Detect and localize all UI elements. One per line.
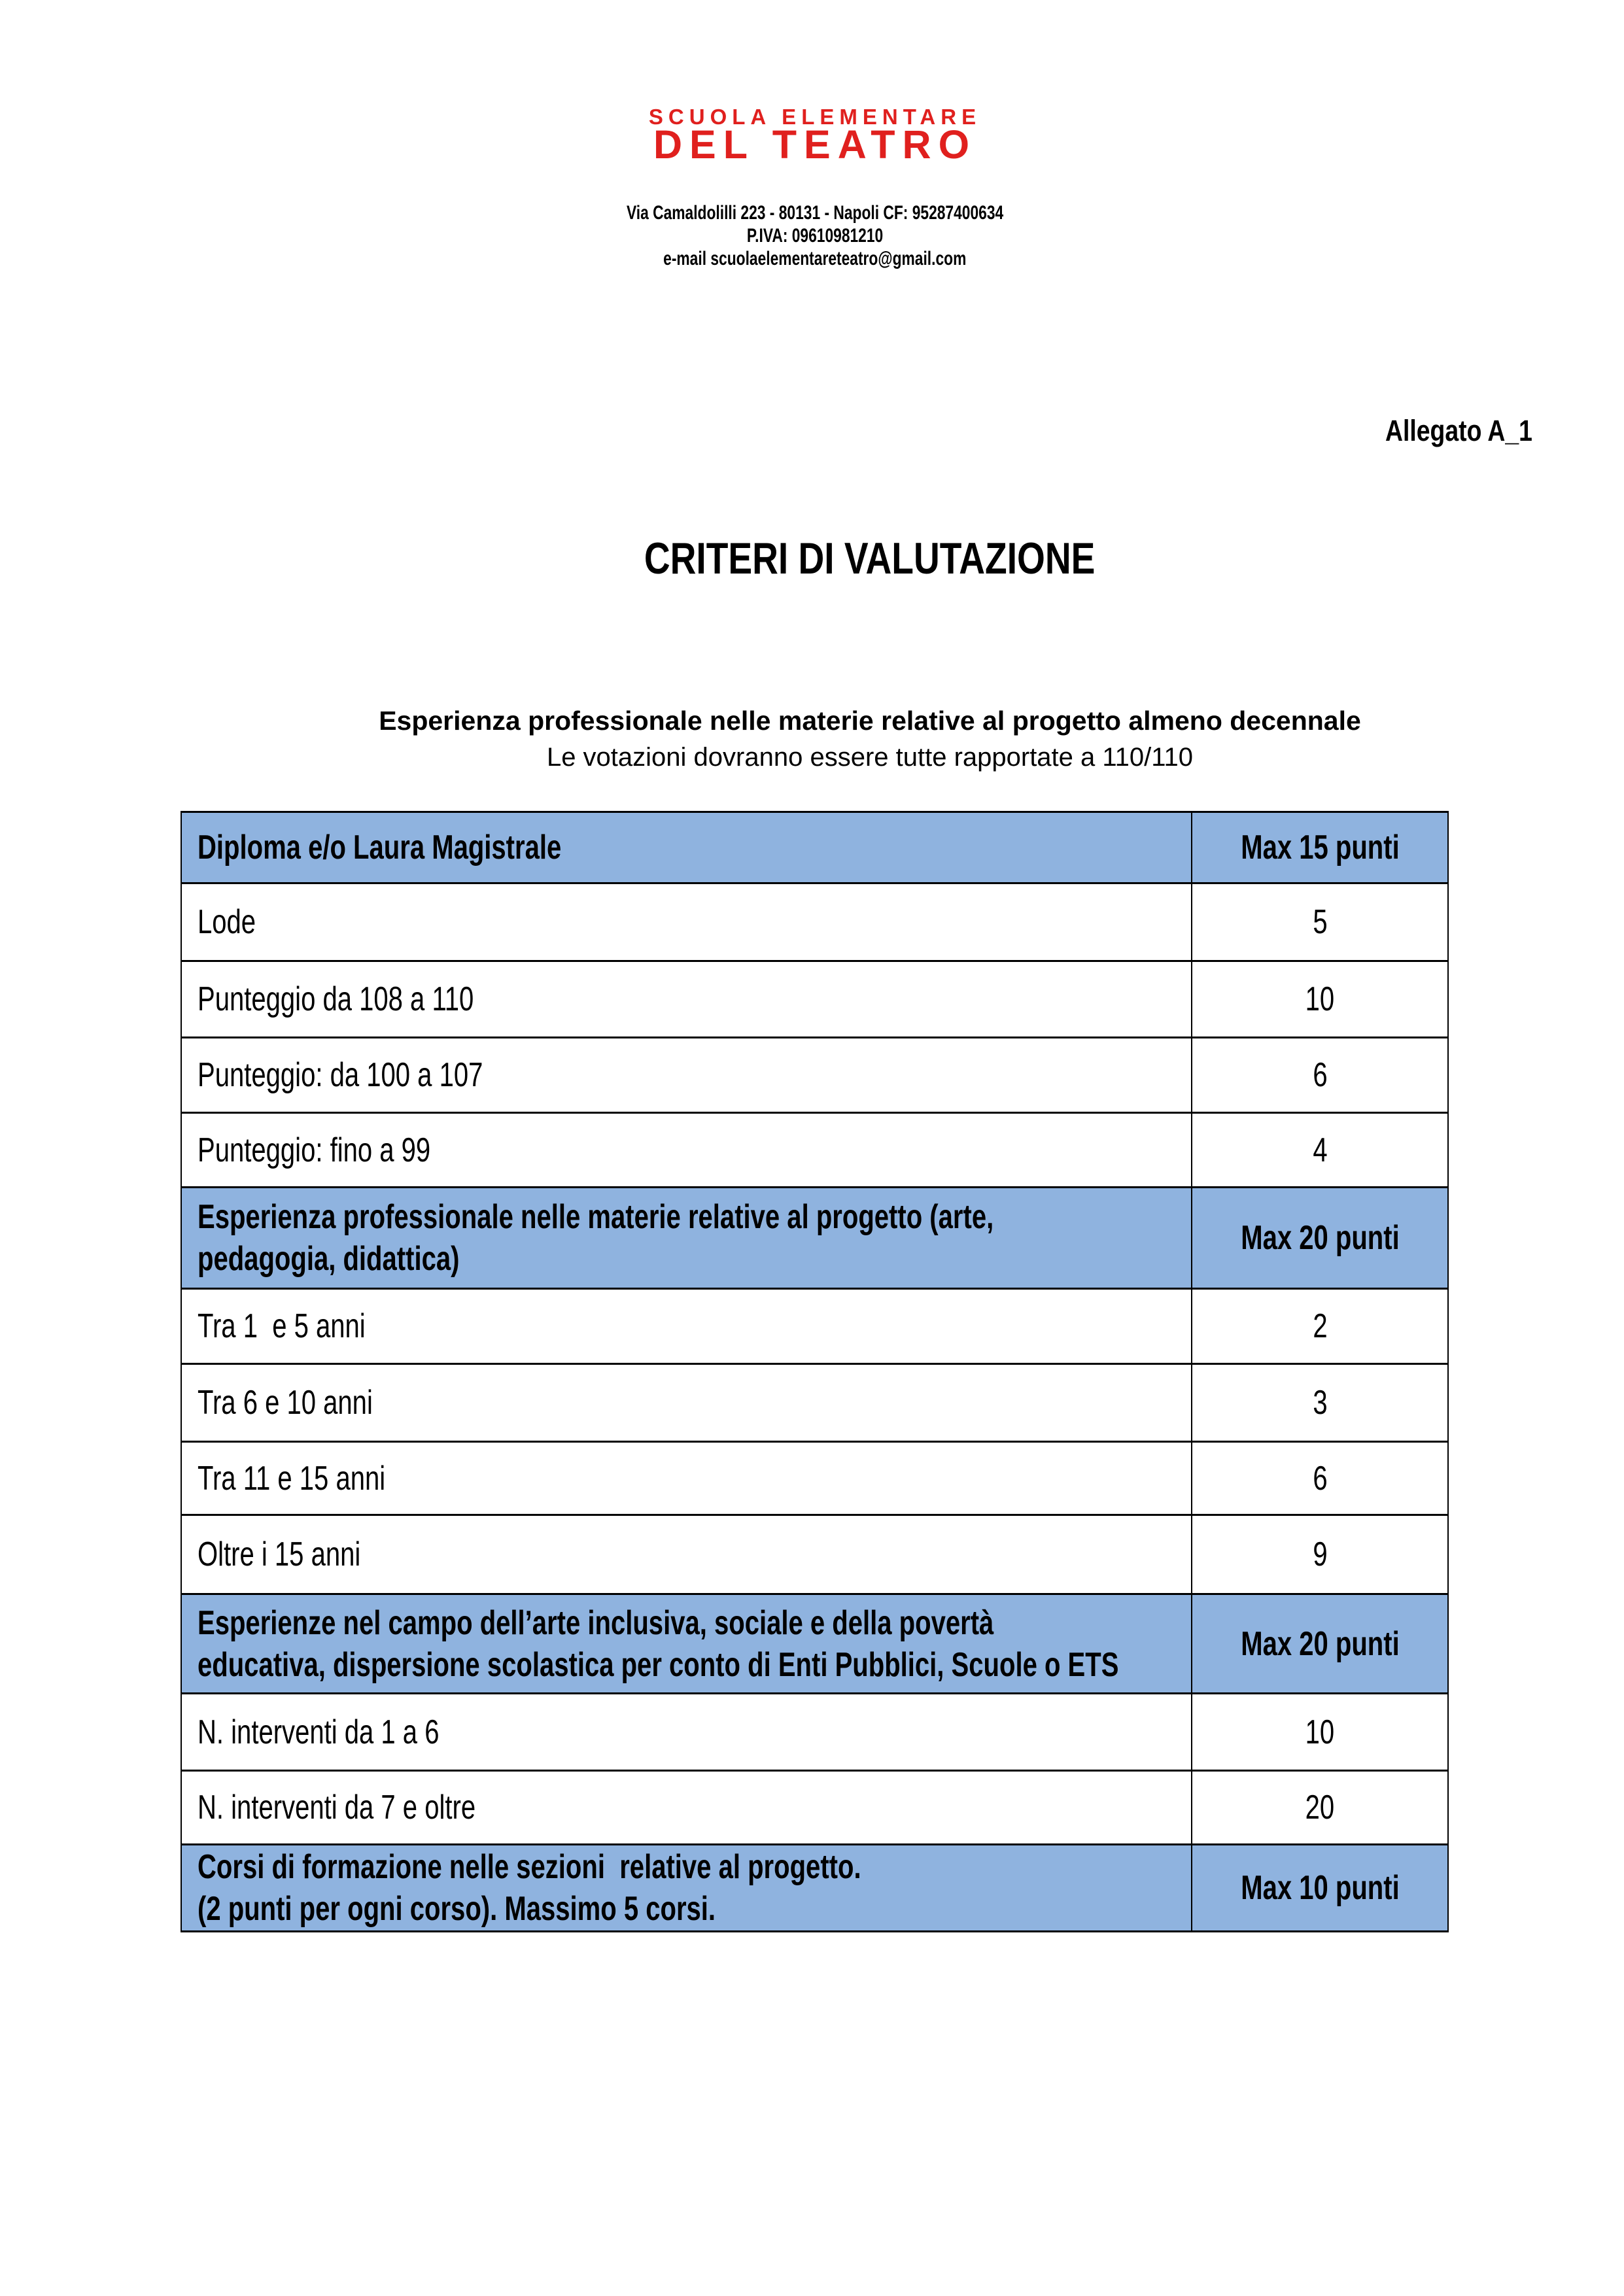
page-title-text: CRITERI DI VALUTAZIONE bbox=[644, 534, 1096, 583]
criterion-text: Punteggio da 108 a 110 bbox=[198, 980, 474, 1018]
points-cell bbox=[1192, 1289, 1448, 1364]
criterion-cell bbox=[181, 1364, 1192, 1442]
criterion-text: educativa, dispersione scolastica per conto di Enti Pubblici, Scuole o ETS bbox=[198, 1645, 1119, 1684]
criterion-line bbox=[198, 1458, 1186, 1499]
points-cell bbox=[1192, 1442, 1448, 1515]
logo-line-2: DEL TEATRO bbox=[653, 122, 977, 167]
school-logo bbox=[0, 105, 1624, 167]
criterion-text: N. interventi da 7 e oltre bbox=[198, 1789, 476, 1826]
criterion-line bbox=[198, 827, 1186, 868]
table-row bbox=[181, 1038, 1448, 1113]
table-row bbox=[181, 1442, 1448, 1515]
criterion-cell bbox=[181, 1289, 1192, 1364]
address-line-text: Via Camaldolilli 223 - 80131 - Napoli CF: 95287400634 bbox=[626, 202, 1004, 224]
criterion-line bbox=[198, 1129, 1186, 1171]
criterion-cell bbox=[181, 1113, 1192, 1188]
criterion-line bbox=[198, 978, 1186, 1020]
points-text: Max 20 punti bbox=[1240, 1219, 1400, 1257]
criterion-cell bbox=[181, 1515, 1192, 1594]
criterion-line bbox=[198, 1238, 1186, 1280]
criterion-text: Tra 6 e 10 anni bbox=[198, 1384, 373, 1422]
criterion-cell bbox=[181, 883, 1192, 961]
points-cell bbox=[1192, 1113, 1448, 1188]
points-text: 5 bbox=[1312, 903, 1328, 941]
table-row bbox=[181, 961, 1448, 1038]
page-title bbox=[0, 536, 1624, 581]
table-row bbox=[181, 1364, 1448, 1442]
points-text: 20 bbox=[1305, 1789, 1335, 1826]
criterion-cell bbox=[181, 1188, 1192, 1289]
criterion-text: Lode bbox=[198, 903, 256, 941]
table-row bbox=[181, 1113, 1448, 1188]
table-row bbox=[181, 1771, 1448, 1845]
criterion-line bbox=[198, 1054, 1186, 1096]
table-section-row bbox=[181, 812, 1448, 883]
table-section-row bbox=[181, 1845, 1448, 1932]
criterion-text: Tra 11 e 15 anni bbox=[198, 1459, 386, 1498]
points-text: 9 bbox=[1312, 1535, 1328, 1573]
address-line-text: e-mail scuolaelementareteatro@gmail.com bbox=[663, 248, 967, 269]
criterion-cell bbox=[181, 1594, 1192, 1694]
criterion-line bbox=[198, 1846, 1186, 1888]
criterion-line bbox=[198, 1534, 1186, 1575]
criterion-line bbox=[198, 1196, 1186, 1238]
criteria-table bbox=[181, 811, 1449, 1932]
criterion-text: pedagogia, didattica) bbox=[198, 1240, 460, 1278]
criterion-text: Corsi di formazione nelle sezioni relative al progetto. bbox=[198, 1848, 861, 1886]
criterion-cell bbox=[181, 961, 1192, 1038]
points-text: Max 15 punti bbox=[1240, 829, 1400, 866]
subtitle-bold: Esperienza professionale nelle materie relative al progetto almeno decennale bbox=[379, 706, 1361, 736]
logo-line-1: SCUOLA ELEMENTARE bbox=[648, 105, 982, 129]
points-cell bbox=[1192, 1038, 1448, 1113]
criterion-line bbox=[198, 1888, 1186, 1930]
table-row bbox=[181, 1289, 1448, 1364]
table-row bbox=[181, 883, 1448, 961]
criterion-cell bbox=[181, 1442, 1192, 1515]
letterhead-address bbox=[0, 201, 1624, 270]
points-text: Max 20 punti bbox=[1240, 1624, 1400, 1663]
criterion-line bbox=[198, 1644, 1186, 1686]
points-cell bbox=[1192, 1515, 1448, 1594]
points-text: 10 bbox=[1305, 1713, 1335, 1751]
criterion-cell bbox=[181, 1694, 1192, 1771]
annex-label bbox=[0, 416, 1532, 445]
points-text: Max 10 punti bbox=[1240, 1869, 1400, 1907]
points-text: 10 bbox=[1305, 980, 1335, 1018]
points-cell bbox=[1192, 961, 1448, 1038]
criterion-cell bbox=[181, 812, 1192, 883]
points-text: 3 bbox=[1312, 1384, 1328, 1422]
points-text: 6 bbox=[1312, 1056, 1328, 1094]
criterion-line bbox=[198, 1787, 1186, 1828]
criterion-text: Diploma e/o Laura Magistrale bbox=[198, 829, 562, 866]
criterion-text: Oltre i 15 anni bbox=[198, 1535, 361, 1573]
criterion-cell bbox=[181, 1038, 1192, 1113]
points-cell bbox=[1192, 1188, 1448, 1289]
criterion-line bbox=[198, 1382, 1186, 1424]
address-line bbox=[0, 224, 1624, 247]
points-cell bbox=[1192, 883, 1448, 961]
criterion-text: N. interventi da 1 a 6 bbox=[198, 1713, 440, 1751]
points-cell bbox=[1192, 1364, 1448, 1442]
criterion-text: Esperienze nel campo dell’arte inclusiva, sociale e della povertà bbox=[198, 1603, 994, 1642]
points-cell bbox=[1192, 1771, 1448, 1845]
criterion-text: (2 punti per ogni corso). Massimo 5 corsi. bbox=[198, 1890, 716, 1928]
points-text: 4 bbox=[1312, 1131, 1328, 1169]
points-text: 6 bbox=[1312, 1459, 1328, 1498]
table-section-row bbox=[181, 1594, 1448, 1694]
criterion-line bbox=[198, 1305, 1186, 1347]
criterion-line bbox=[198, 901, 1186, 943]
criterion-text: Tra 1 e 5 anni bbox=[198, 1307, 366, 1345]
address-line-text: P.IVA: 09610981210 bbox=[746, 225, 884, 247]
criterion-line bbox=[198, 1602, 1186, 1644]
criterion-line bbox=[198, 1711, 1186, 1753]
criterion-text: Punteggio: fino a 99 bbox=[198, 1131, 431, 1169]
criterion-text: Esperienza professionale nelle materie relative al progetto (arte, bbox=[198, 1198, 994, 1236]
table-row bbox=[181, 1515, 1448, 1594]
criterion-cell bbox=[181, 1845, 1192, 1932]
criterion-cell bbox=[181, 1771, 1192, 1845]
table-section-row bbox=[181, 1188, 1448, 1289]
annex-label-text: Allegato A_1 bbox=[1385, 414, 1532, 447]
points-text: 2 bbox=[1312, 1307, 1328, 1345]
subtitle-regular: Le votazioni dovranno essere tutte rapportate a 110/110 bbox=[546, 743, 1194, 772]
address-line bbox=[0, 247, 1624, 270]
points-cell bbox=[1192, 812, 1448, 883]
points-cell bbox=[1192, 1845, 1448, 1932]
points-cell bbox=[1192, 1594, 1448, 1694]
points-cell bbox=[1192, 1694, 1448, 1771]
criterion-text: Punteggio: da 100 a 107 bbox=[198, 1056, 483, 1094]
table-row bbox=[181, 1694, 1448, 1771]
address-line bbox=[0, 201, 1624, 224]
